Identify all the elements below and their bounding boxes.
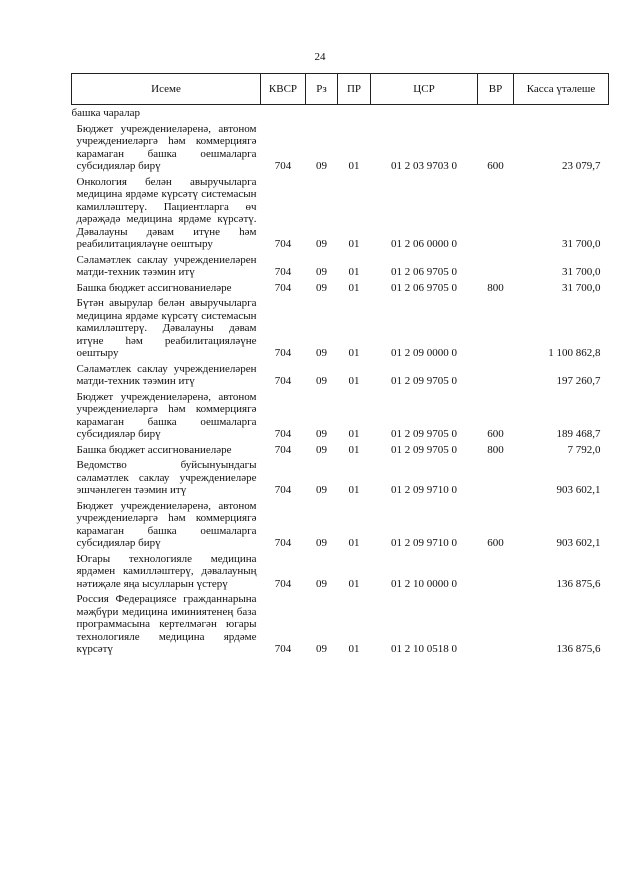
row-vr xyxy=(478,173,514,251)
table-row xyxy=(72,590,609,656)
row-vr xyxy=(478,251,514,279)
header-csr: ЦСР xyxy=(371,74,478,105)
row-csr: 01 2 03 9703 0 xyxy=(391,160,457,172)
row-rz: 09 xyxy=(316,428,327,440)
table-row xyxy=(72,550,609,591)
row-amount: 197 260,7 xyxy=(556,375,601,387)
row-vr xyxy=(478,456,514,497)
row-rz: 09 xyxy=(316,160,327,172)
row-amount: 136 875,6 xyxy=(556,643,601,655)
row-name: Бюджет учреждениеләренә, автоном учреждениеләргә һәм коммерциягә карамаган башка оешмаларга субсидияләр бирү xyxy=(76,499,257,549)
row-kvsr: 704 xyxy=(274,281,292,294)
row-csr: 01 2 10 0000 0 xyxy=(391,577,457,590)
header-pr: ПР xyxy=(338,74,371,105)
row-kvsr: 704 xyxy=(274,577,292,590)
row-kvsr: 704 xyxy=(274,428,292,440)
continuation-row xyxy=(72,105,609,120)
row-pr: 01 xyxy=(348,266,360,278)
continuation-text: башка чаралар xyxy=(71,107,141,119)
row-csr: 01 2 06 9705 0 xyxy=(391,281,457,294)
row-name: Сәламәтлек саклау учреждениеләрен матди-техник тәэмин итү xyxy=(76,362,257,387)
header-kvsr: КВСР xyxy=(261,74,306,105)
row-kvsr: 704 xyxy=(274,643,292,655)
row-name: Бюджет учреждениеләренә, автоном учреждениеләргә һәм коммерциягә карамаган башка оешмаларга субсидияләр бирү xyxy=(76,390,257,440)
row-rz: 09 xyxy=(316,537,327,549)
row-name: Югары технологияле медицина ярдәмен камилләштерү, дәвалауның нәтиҗәле яңа ысулларын үстерү xyxy=(76,552,257,590)
row-pr: 01 xyxy=(348,484,360,496)
table-row xyxy=(72,388,609,441)
row-rz: 09 xyxy=(316,281,327,294)
row-rz: 09 xyxy=(316,266,327,278)
page-number: 24 xyxy=(314,51,326,63)
table-row xyxy=(72,251,609,279)
row-vr: 800 xyxy=(487,443,504,456)
row-vr: 600 xyxy=(487,160,504,172)
row-rz: 09 xyxy=(316,443,327,456)
row-name: Онкология белән авыручыларга медицина ярдәме күрсәтү системасын камилләштерү. Пациентларга өч дәрәҗәдә медицина ярдәме күрсәтү. Дәвалауны дәвам итүне һәм реабилитацияләүне оештыру xyxy=(76,175,257,250)
row-kvsr: 704 xyxy=(274,484,292,496)
table-row xyxy=(72,441,609,457)
table-row xyxy=(72,173,609,251)
row-csr: 01 2 09 9710 0 xyxy=(391,537,457,549)
row-rz: 09 xyxy=(316,577,327,590)
table-row xyxy=(72,360,609,388)
row-vr: 600 xyxy=(487,428,504,440)
row-kvsr: 704 xyxy=(274,347,292,359)
row-vr: 800 xyxy=(487,281,504,294)
row-csr: 01 2 09 9710 0 xyxy=(391,484,457,496)
row-csr: 01 2 10 0518 0 xyxy=(391,643,457,655)
row-amount: 189 468,7 xyxy=(556,428,601,440)
row-csr: 01 2 09 9705 0 xyxy=(391,443,457,456)
row-kvsr: 704 xyxy=(274,375,292,387)
row-csr: 01 2 06 9705 0 xyxy=(391,266,457,278)
row-pr: 01 xyxy=(348,537,360,549)
row-pr: 01 xyxy=(348,443,360,456)
row-name: Башка бюджет ассигнованиеләре xyxy=(76,281,232,294)
row-csr: 01 2 09 9705 0 xyxy=(391,375,457,387)
row-amount: 23 079,7 xyxy=(562,160,601,172)
row-pr: 01 xyxy=(348,347,360,359)
row-csr: 01 2 06 0000 0 xyxy=(391,238,457,250)
row-name: Башка бюджет ассигнованиеләре xyxy=(76,443,232,456)
header-rz: Рз xyxy=(306,74,338,105)
table-row xyxy=(72,456,609,497)
row-rz: 09 xyxy=(316,238,327,250)
row-vr xyxy=(478,550,514,591)
row-name: Сәламәтлек саклау учреждениеләрен матди-техник тәэмин итү xyxy=(76,253,257,278)
row-name: Россия Федерациясе гражданнарына мәҗбүри медицина иминиятенең база программасына кертелмәгән югары технологияле медицина ярдәме күрсәтү xyxy=(76,593,257,655)
row-amount: 7 792,0 xyxy=(567,443,601,456)
row-amount: 31 700,0 xyxy=(562,281,601,294)
row-kvsr: 704 xyxy=(274,443,292,456)
row-vr: 600 xyxy=(487,537,504,549)
row-amount: 136 875,6 xyxy=(556,577,601,590)
row-pr: 01 xyxy=(348,643,360,655)
row-pr: 01 xyxy=(348,281,360,294)
table-row xyxy=(72,294,609,360)
header-vr: ВР xyxy=(478,74,514,105)
row-kvsr: 704 xyxy=(274,266,292,278)
row-pr: 01 xyxy=(348,577,360,590)
row-amount: 31 700,0 xyxy=(562,238,601,250)
row-amount: 903 602,1 xyxy=(556,484,601,496)
table-row xyxy=(72,279,609,295)
row-rz: 09 xyxy=(316,484,327,496)
row-csr: 01 2 09 9705 0 xyxy=(391,428,457,440)
header-name: Исеме xyxy=(72,74,261,105)
budget-table-container xyxy=(71,73,608,656)
row-amount: 1 100 862,8 xyxy=(548,347,601,359)
table-row xyxy=(72,497,609,550)
row-name: Бюджет учреждениеләренә, автоном учреждениеләргә һәм коммерциягә карамаган башка оешмаларга субсидияләр бирү xyxy=(76,122,257,172)
row-kvsr: 704 xyxy=(274,238,292,250)
row-csr: 01 2 09 0000 0 xyxy=(391,347,457,359)
row-rz: 09 xyxy=(316,375,327,387)
table-header-row xyxy=(72,74,609,105)
row-kvsr: 704 xyxy=(274,537,292,549)
row-pr: 01 xyxy=(348,160,360,172)
budget-table xyxy=(71,73,609,656)
row-name: Бүтән авырулар белән авыручыларга медицина ярдәме күрсәтү системасын камилләштерү. Дәвалауны дәвам итүне һәм реабилитацияләүне оештыру xyxy=(76,297,257,359)
row-amount: 31 700,0 xyxy=(562,266,601,278)
row-pr: 01 xyxy=(348,238,360,250)
table-row xyxy=(72,120,609,173)
row-vr xyxy=(478,590,514,656)
row-name: Ведомство буйсынуындагы сәламәтлек саклау учреждениеләре эшчәнлеген тәэмин итү xyxy=(76,459,257,496)
row-rz: 09 xyxy=(316,643,327,655)
row-rz: 09 xyxy=(316,347,327,359)
row-kvsr: 704 xyxy=(274,160,292,172)
row-vr xyxy=(478,360,514,388)
row-pr: 01 xyxy=(348,375,360,387)
row-pr: 01 xyxy=(348,428,360,440)
row-amount: 903 602,1 xyxy=(556,537,601,549)
header-kassa: Касса үтәлеше xyxy=(514,74,609,105)
row-vr xyxy=(478,294,514,360)
